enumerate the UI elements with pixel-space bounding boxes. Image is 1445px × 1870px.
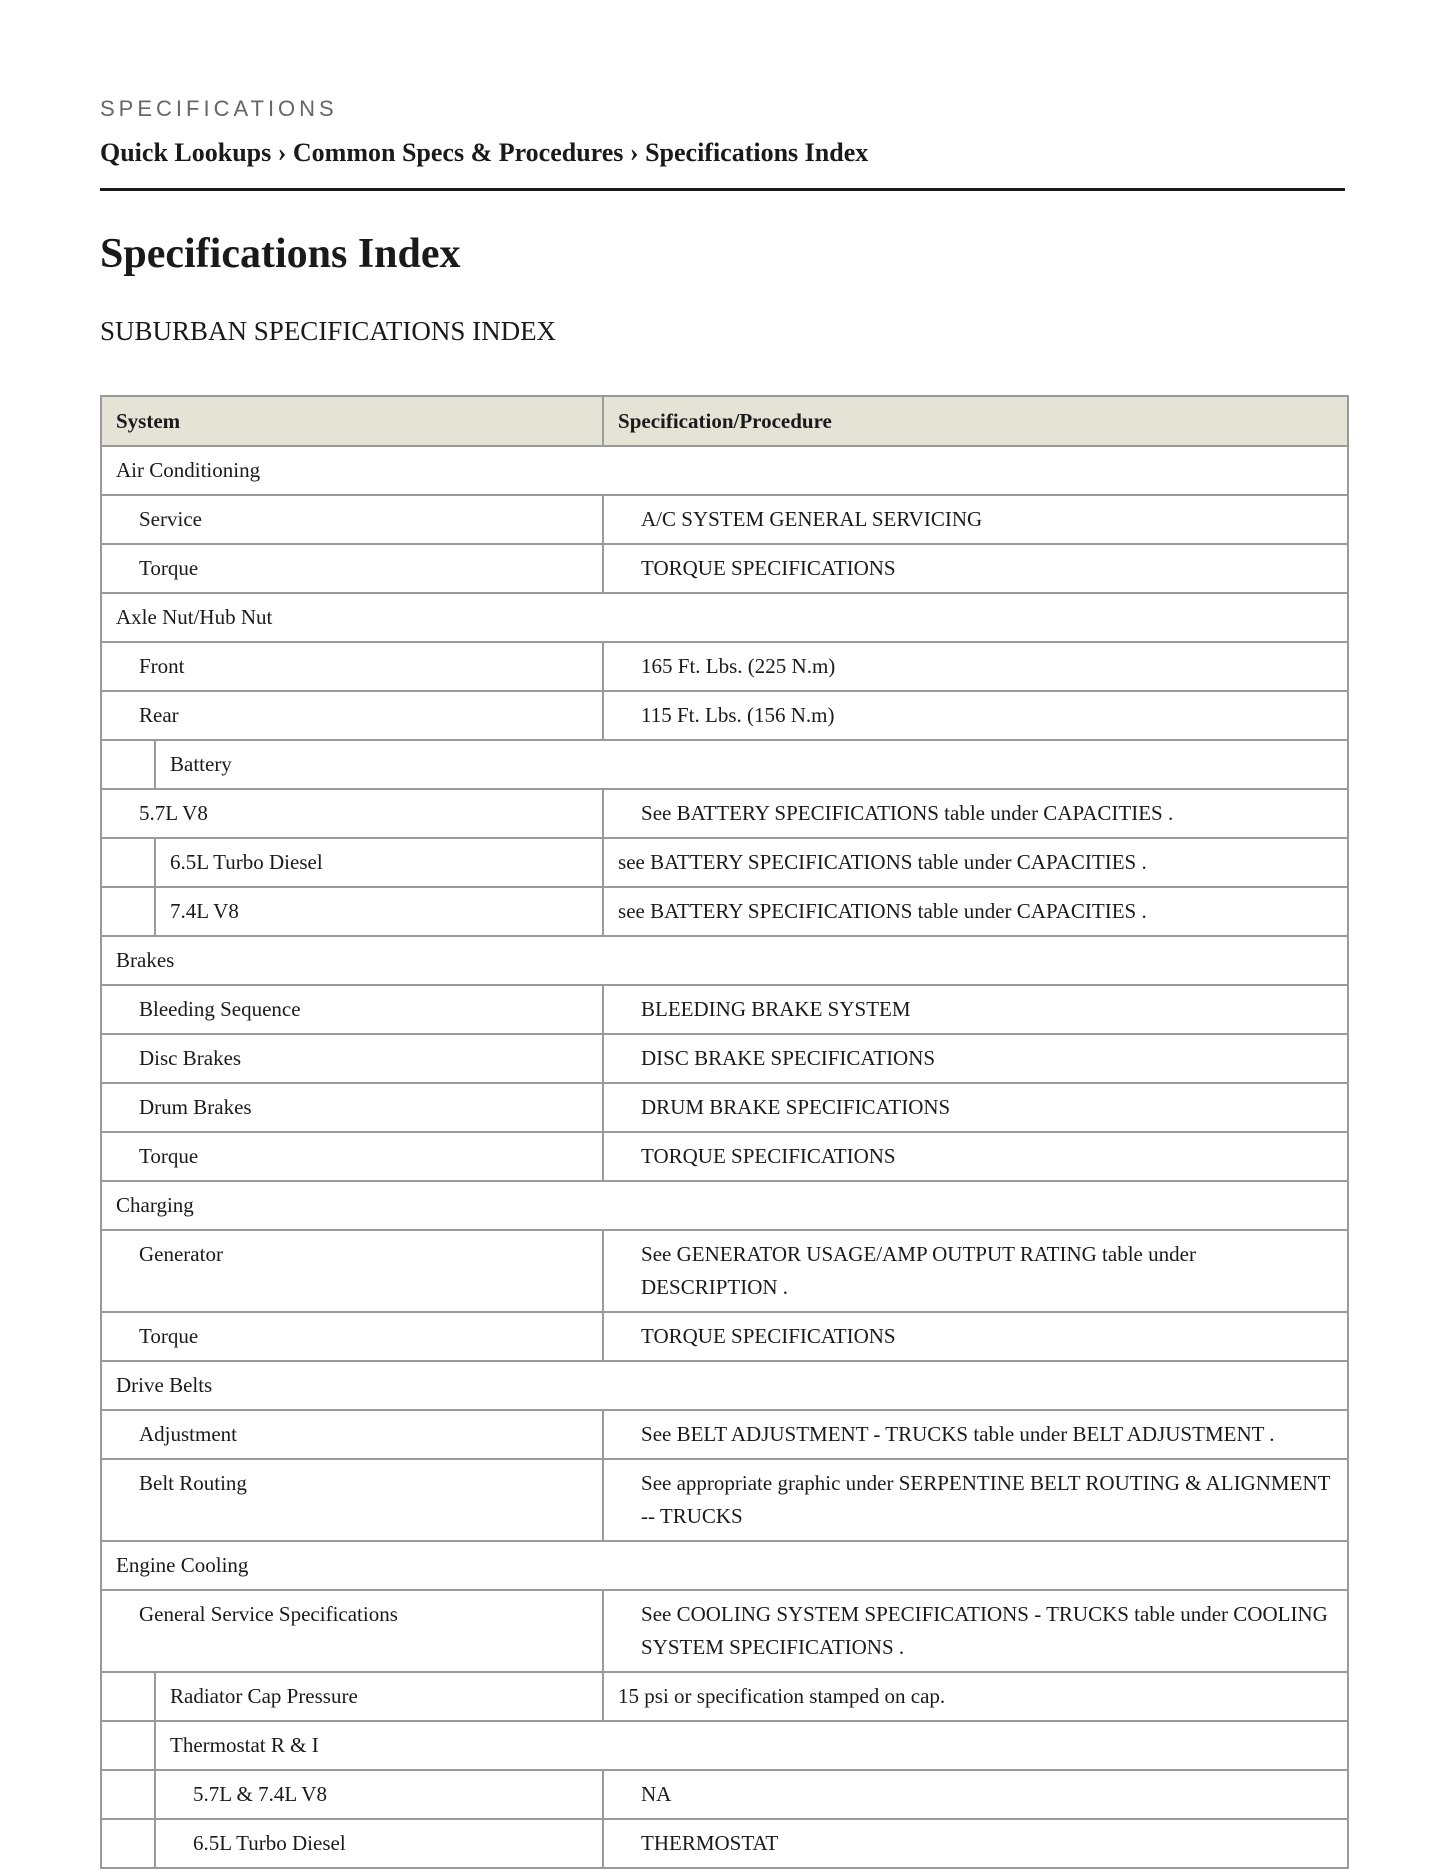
table-row — [101, 593, 1348, 642]
spec-cell: DISC BRAKE SPECIFICATIONS — [603, 1034, 1348, 1083]
table-body — [101, 446, 1348, 1868]
system-cell: Torque — [101, 1312, 603, 1361]
spec-cell: 165 Ft. Lbs. (225 N.m) — [603, 642, 1348, 691]
group-cell: Axle Nut/Hub Nut — [101, 593, 1348, 642]
table-row — [101, 1312, 1348, 1361]
table-row — [101, 838, 1348, 887]
table-row — [101, 740, 1348, 789]
indent-cell — [101, 1770, 155, 1819]
system-cell: 6.5L Turbo Diesel — [155, 1819, 603, 1868]
table-row — [101, 936, 1348, 985]
spec-cell: DRUM BRAKE SPECIFICATIONS — [603, 1083, 1348, 1132]
spec-cell: See BELT ADJUSTMENT - TRUCKS table under BELT ADJUSTMENT . — [603, 1410, 1348, 1459]
group-cell: Charging — [101, 1181, 1348, 1230]
table-row — [101, 1361, 1348, 1410]
spec-cell: See appropriate graphic under SERPENTINE BELT ROUTING & ALIGNMENT -- TRUCKS — [603, 1459, 1348, 1541]
system-cell: Rear — [101, 691, 603, 740]
table-row — [101, 544, 1348, 593]
system-cell: Radiator Cap Pressure — [155, 1672, 603, 1721]
spec-cell: see BATTERY SPECIFICATIONS table under CAPACITIES . — [603, 887, 1348, 936]
table-row — [101, 691, 1348, 740]
table-row — [101, 1819, 1348, 1868]
indent-cell — [101, 887, 155, 936]
table-row — [101, 1181, 1348, 1230]
system-cell: Torque — [101, 544, 603, 593]
table-row — [101, 1590, 1348, 1672]
column-header-system: System — [101, 396, 603, 446]
spec-cell: see BATTERY SPECIFICATIONS table under CAPACITIES . — [603, 838, 1348, 887]
table-row — [101, 1083, 1348, 1132]
page-title: Specifications Index — [100, 231, 461, 277]
system-cell: 5.7L V8 — [101, 789, 603, 838]
system-cell: Disc Brakes — [101, 1034, 603, 1083]
spec-cell: TORQUE SPECIFICATIONS — [603, 544, 1348, 593]
system-cell: Generator — [101, 1230, 603, 1312]
subgroup-cell: Battery — [155, 740, 1348, 789]
system-cell: Drum Brakes — [101, 1083, 603, 1132]
specifications-table — [100, 395, 1349, 1869]
spec-cell: 115 Ft. Lbs. (156 N.m) — [603, 691, 1348, 740]
system-cell: Torque — [101, 1132, 603, 1181]
section-label: SPECIFICATIONS — [100, 96, 338, 121]
indent-cell — [101, 1819, 155, 1868]
subgroup-cell: Thermostat R & I — [155, 1721, 1348, 1770]
table-row — [101, 985, 1348, 1034]
table-row — [101, 1034, 1348, 1083]
table-row — [101, 1459, 1348, 1541]
spec-cell: THERMOSTAT — [603, 1819, 1348, 1868]
page-subtitle: SUBURBAN SPECIFICATIONS INDEX — [100, 316, 557, 346]
table-row — [101, 1721, 1348, 1770]
breadcrumb: Quick Lookups › Common Specs & Procedures › Specifications Index — [100, 136, 1345, 191]
column-header-spec: Specification/Procedure — [603, 396, 1348, 446]
indent-cell — [101, 1672, 155, 1721]
table-row — [101, 1672, 1348, 1721]
table-row — [101, 887, 1348, 936]
system-cell: Bleeding Sequence — [101, 985, 603, 1034]
table-row — [101, 1410, 1348, 1459]
indent-cell — [101, 838, 155, 887]
system-cell: General Service Specifications — [101, 1590, 603, 1672]
system-cell: Service — [101, 495, 603, 544]
spec-cell: See GENERATOR USAGE/AMP OUTPUT RATING table under DESCRIPTION . — [603, 1230, 1348, 1312]
spec-cell: 15 psi or specification stamped on cap. — [603, 1672, 1348, 1721]
table-header-row — [101, 396, 1348, 446]
system-cell: 5.7L & 7.4L V8 — [155, 1770, 603, 1819]
system-cell: 6.5L Turbo Diesel — [155, 838, 603, 887]
table-row — [101, 789, 1348, 838]
spec-cell: TORQUE SPECIFICATIONS — [603, 1312, 1348, 1361]
spec-cell: A/C SYSTEM GENERAL SERVICING — [603, 495, 1348, 544]
group-cell: Drive Belts — [101, 1361, 1348, 1410]
table-row — [101, 1541, 1348, 1590]
table-row — [101, 1770, 1348, 1819]
table-row — [101, 1132, 1348, 1181]
spec-cell: TORQUE SPECIFICATIONS — [603, 1132, 1348, 1181]
group-cell: Engine Cooling — [101, 1541, 1348, 1590]
table-row — [101, 495, 1348, 544]
spec-cell: See COOLING SYSTEM SPECIFICATIONS - TRUCKS table under COOLING SYSTEM SPECIFICATIONS . — [603, 1590, 1348, 1672]
system-cell: 7.4L V8 — [155, 887, 603, 936]
spec-cell: NA — [603, 1770, 1348, 1819]
indent-cell — [101, 740, 155, 789]
table-row — [101, 446, 1348, 495]
spec-cell: BLEEDING BRAKE SYSTEM — [603, 985, 1348, 1034]
system-cell: Front — [101, 642, 603, 691]
system-cell: Adjustment — [101, 1410, 603, 1459]
group-cell: Air Conditioning — [101, 446, 1348, 495]
table-row — [101, 1230, 1348, 1312]
spec-cell: See BATTERY SPECIFICATIONS table under CAPACITIES . — [603, 789, 1348, 838]
group-cell: Brakes — [101, 936, 1348, 985]
system-cell: Belt Routing — [101, 1459, 603, 1541]
table-row — [101, 642, 1348, 691]
indent-cell — [101, 1721, 155, 1770]
